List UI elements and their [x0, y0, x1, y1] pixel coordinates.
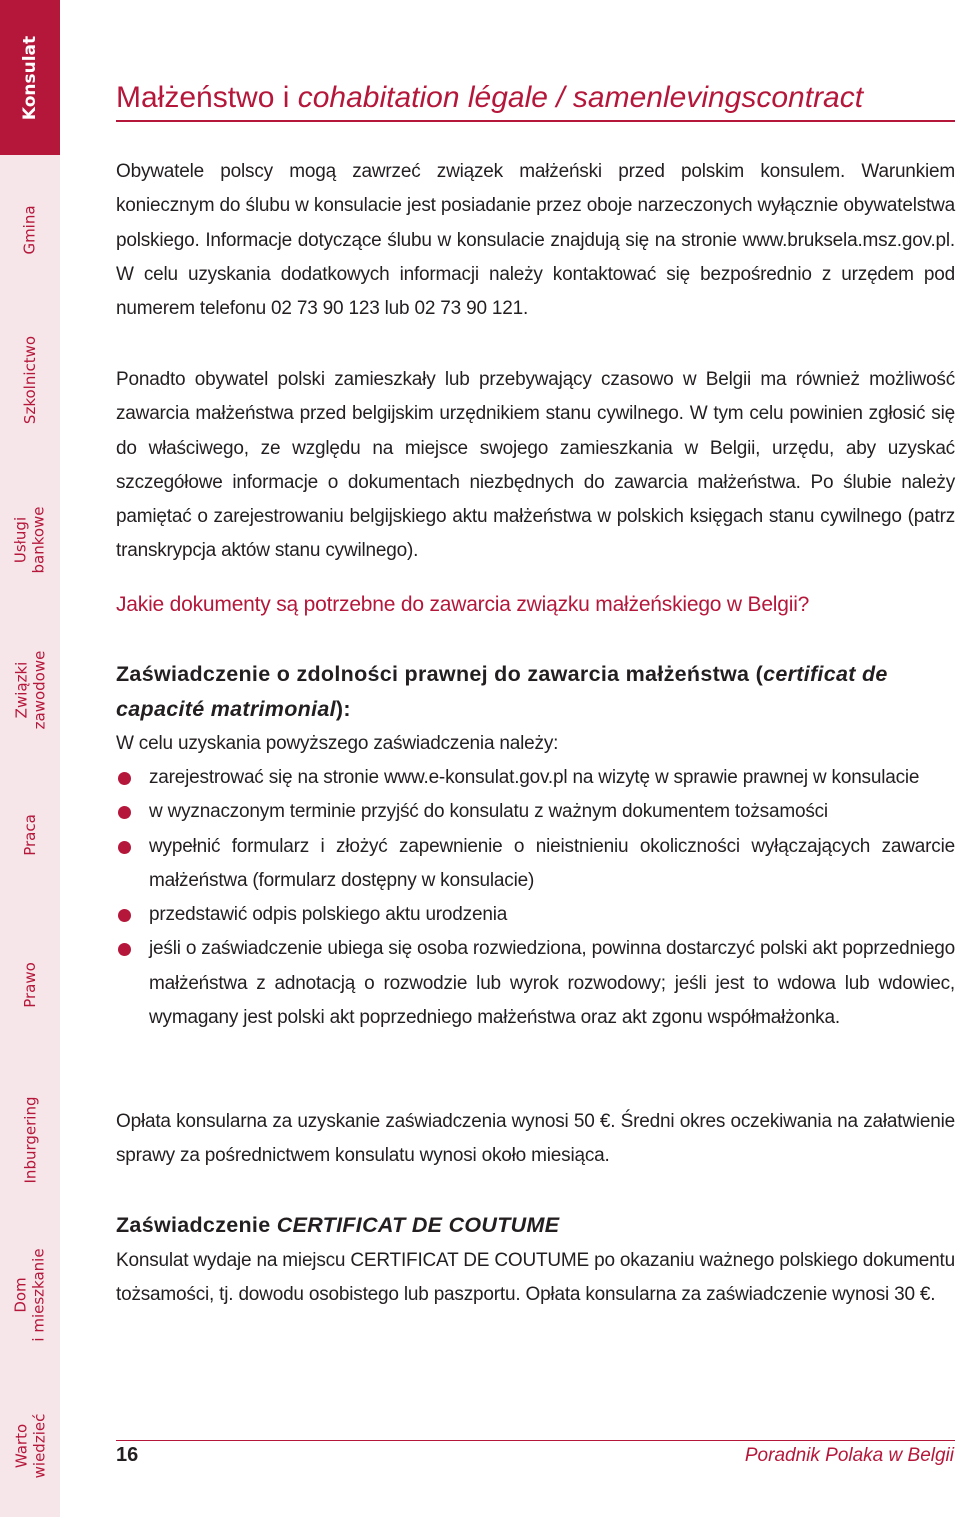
chapter-sidebar	[0, 0, 60, 1517]
page-title-part1: Małżeństwo i	[116, 81, 298, 114]
page-number: 16	[116, 1444, 139, 1466]
tab-dom-i-mieszkanie[interactable]	[0, 1220, 60, 1370]
tab-label-line2: zawodowe	[30, 650, 48, 730]
page-title-part2: cohabitation légale / samenlevingscontract	[297, 81, 864, 114]
list-item-text: jeśli o zaświadczenie ubiega się osoba rozwiedziona, powinna dostarczyć polski akt poprzedniego małżeństwa z adnotacją o rozwodzie lub wyrok rozwodowy; jeśli jest to wdowa lub wdowiec, wymagany jest polski akt poprzedniego małżeństwa oraz akt zgonu współmałżonka.	[149, 938, 955, 1029]
tab-szkolnictwo[interactable]	[0, 300, 60, 460]
section1-fee-text: Opłata konsularna za uzyskanie zaświadczenia wynosi 50 €. Średni okres oczekiwania na załatwienie sprawy za pośrednictwem konsulatu wynosi około miesiąca.	[116, 1111, 955, 1167]
intro-paragraph-1: Obywatele polscy mogą zawrzeć związek małżeński przed polskim konsulem. Warunkiem koniecznym do ślubu w konsulacie jest posiadanie przez oboje narzeczonych wyłącznie obywatelstwa polskiego. Informacje dotyczące ślubu w konsulacie znajdują się na stronie www.bruksela.msz.gov.pl. W celu uzyskania dodatkowych informacji należy kontaktować się bezpośrednio z urzędem pod numerem telefonu 02 73 90 123 lub 02 73 90 121.	[116, 161, 955, 320]
tab-label-line2: i mieszkanie	[30, 1248, 48, 1342]
requirements-list	[116, 761, 955, 1035]
tab-konsulat[interactable]	[0, 0, 60, 155]
list-item-text: przedstawić odpis polskiego aktu urodzenia	[149, 904, 508, 926]
publication-title: Poradnik Polaka w Belgii	[744, 1445, 954, 1466]
list-item	[116, 830, 955, 899]
section1-intro: W celu uzyskania powyższego zaświadczenia należy:	[116, 733, 559, 754]
list-item	[116, 898, 955, 932]
tab-label-line2: wiedzieć	[30, 1413, 49, 1479]
section-question: Jakie dokumenty są potrzebne do zawarcia związku małżeńskiego w Belgii?	[116, 593, 810, 616]
tab-inburgering[interactable]	[0, 1060, 60, 1220]
tab-prawo[interactable]	[0, 910, 60, 1060]
list-item-text: zarejestrować się na stronie www.e-konsulat.gov.pl na wizytę w sprawie prawnej w konsulacie	[149, 767, 920, 788]
list-item-text: wypełnić formularz i złożyć zapewnienie o nieistnieniu okoliczności wyłączających zawarcie małżeństwa (formularz dostępny w konsulacie)	[149, 835, 955, 891]
bullet-dot-icon	[118, 806, 131, 819]
tab-label: Konsulat	[20, 35, 40, 120]
section2-heading-part1: Zaświadczenie	[116, 1213, 277, 1237]
section2-text: Konsulat wydaje na miejscu CERTIFICAT DE COUTUME po okazaniu ważnego polskiego dokumentu tożsamości, tj. dowodu osobistego lub paszportu. Opłata konsularna za zaświadczenie wynosi 30 €.	[116, 1250, 955, 1306]
tab-label: Prawo	[21, 962, 39, 1008]
section1-heading-part1: Zaświadczenie o zdolności prawnej do zawarcia małżeństwa (	[116, 662, 764, 686]
section1-heading-part3: ):	[335, 697, 351, 721]
section1-heading-part2: certificat de capacité matrimonial	[116, 662, 888, 721]
bullet-dot-icon	[118, 772, 131, 785]
section2-heading	[116, 1208, 955, 1243]
list-item	[116, 795, 955, 829]
intro-paragraph-2: Ponadto obywatel polski zamieszkały lub przebywający czasowo w Belgii ma również możliwość zawarcia małżeństwa przed belgijskim urzędnikiem stanu cywilnego. W tym celu powinien zgłosić się do właściwego, ze względu na miejsce swojego zamieszkania w Belgii, urzędu, aby uzyskać szczegółowe informacje o dokumentach niezbędnych do zawarcia małżeństwa. Po ślubie należy pamiętać o zarejestrowaniu belgijskiego aktu małżeństwa w polskich księgach stanu cywilnego (patrz transkrypcja aktów stanu cywilnego).	[116, 369, 955, 562]
tab-label-line1: Związki	[12, 661, 30, 719]
tab-label-line1: Warto	[12, 1423, 31, 1469]
bullet-dot-icon	[118, 909, 131, 922]
tab-zwiazki-zawodowe[interactable]	[0, 620, 60, 760]
tab-label-line1: Dom	[12, 1277, 30, 1313]
section2-heading-part2: CERTIFICAT DE COUTUME	[276, 1213, 560, 1237]
bullet-dot-icon	[118, 943, 131, 956]
tab-warto-wiedziec[interactable]	[0, 1375, 60, 1517]
bullet-dot-icon	[118, 841, 131, 854]
tab-uslugi-bankowe[interactable]	[0, 460, 60, 620]
list-item-text: w wyznaczonym terminie przyjść do konsulatu z ważnym dokumentem tożsamości	[149, 801, 828, 823]
title-underline	[116, 120, 955, 122]
section1-heading	[116, 657, 955, 727]
footer-rule	[116, 1440, 955, 1441]
tab-praca[interactable]	[0, 760, 60, 910]
tab-label: Szkolnictwo	[21, 335, 40, 425]
page-title	[116, 78, 955, 118]
tab-label: Praca	[21, 814, 39, 856]
tab-label: Inburgering	[21, 1096, 40, 1184]
list-item	[116, 761, 955, 795]
tab-label: Gmina	[20, 205, 39, 255]
tab-label-line1: Usługi	[12, 516, 31, 564]
tab-gmina[interactable]	[0, 160, 60, 300]
list-item	[116, 932, 955, 1035]
tab-label-line2: bankowe	[30, 506, 49, 574]
